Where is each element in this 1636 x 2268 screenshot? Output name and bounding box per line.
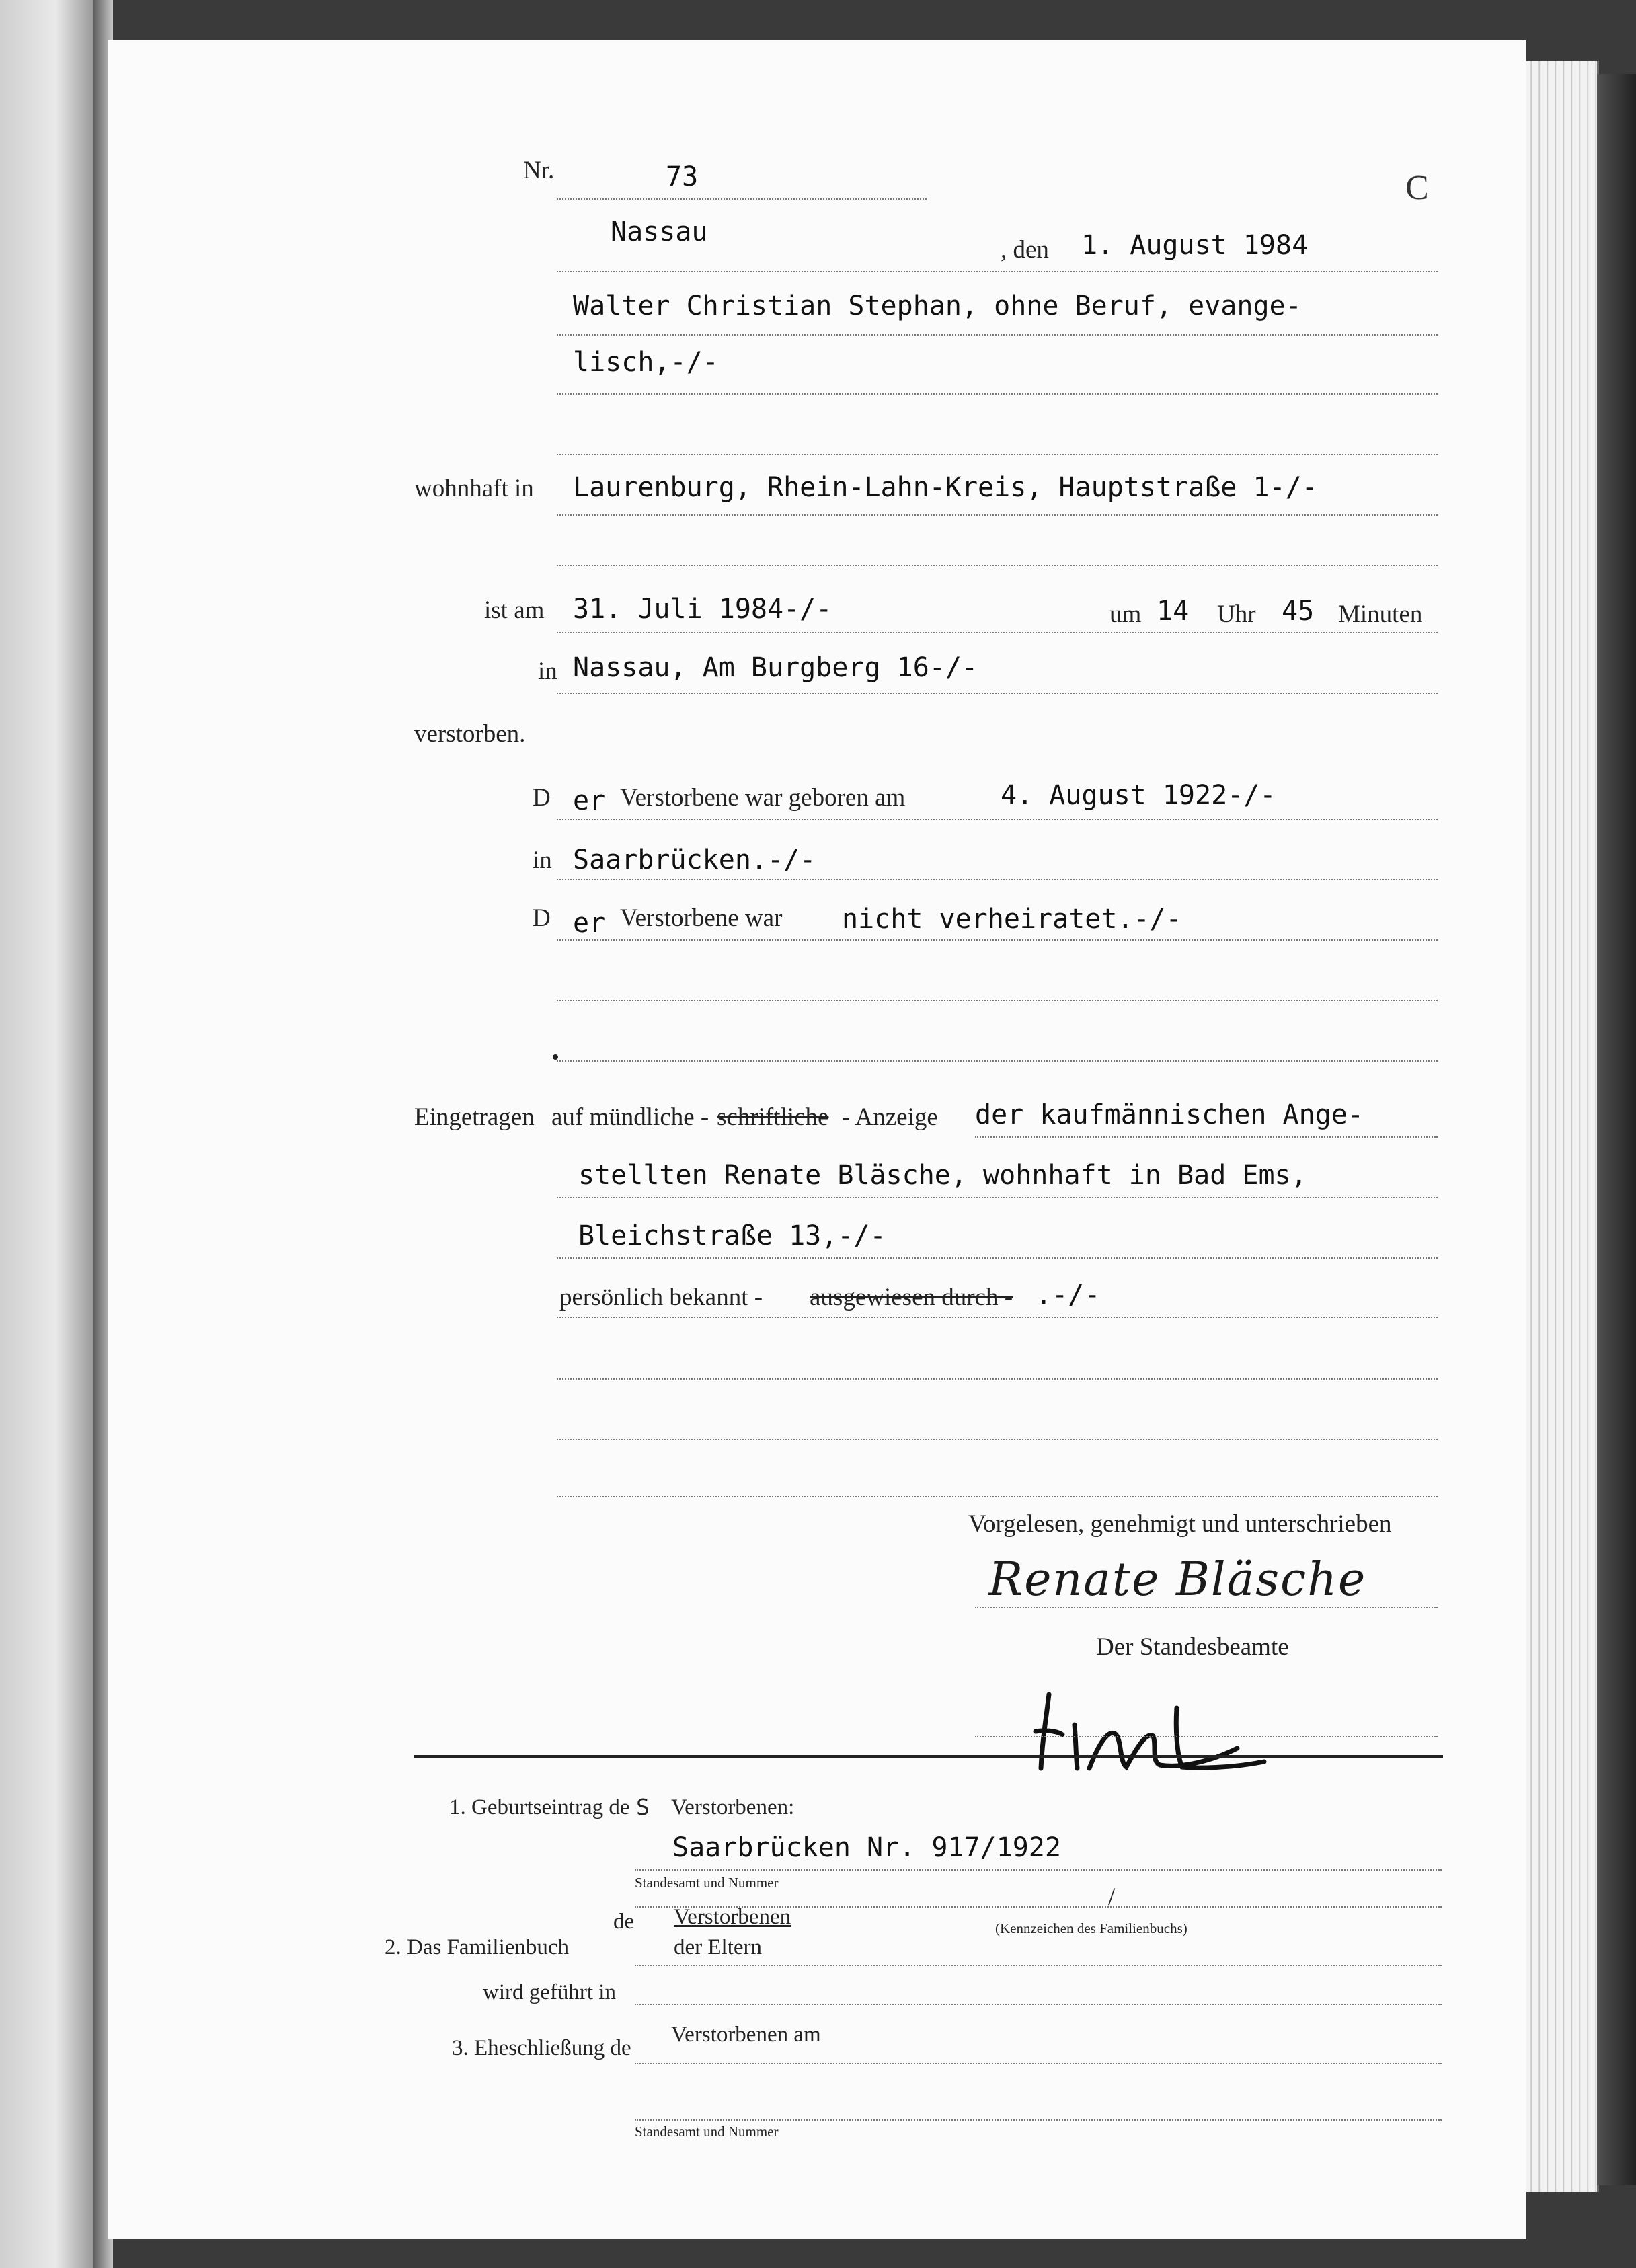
ausgewiesen-struck: ausgewiesen durch - [810, 1284, 1013, 1311]
empty-rule-3 [557, 1000, 1438, 1001]
person-line1-rule [557, 334, 1438, 336]
ink-dot [553, 1054, 558, 1060]
person-line2-rule [557, 393, 1438, 395]
empty-rule-7 [557, 1496, 1438, 1497]
residence-rule [557, 514, 1438, 516]
item2-slash: / [1108, 1883, 1116, 1911]
informant-line1-rule [975, 1136, 1438, 1138]
item3-label: 3. Eheschließung de [452, 2036, 631, 2060]
item1-caption: Standesamt und Nummer [635, 1875, 779, 1891]
eingetragen-label: Eingetragen [414, 1103, 535, 1131]
death-hour: 14 [1157, 596, 1190, 627]
der-eltern-label: der Eltern [674, 1935, 763, 1959]
empty-rule-2 [557, 565, 1438, 566]
birth-place-rule [557, 879, 1438, 880]
item1-value: Saarbrücken Nr. 917/1922 [672, 1832, 1061, 1863]
anzeige-label: - Anzeige [842, 1103, 938, 1131]
item1-s: S [636, 1794, 650, 1820]
marital-rule [557, 939, 1438, 941]
register-page [108, 40, 1526, 2239]
item2-rule-mid [635, 1965, 1442, 1966]
informant-line3: Bleichstraße 13,-/- [578, 1220, 886, 1251]
item3-caption: Standesamt und Nummer [635, 2123, 779, 2140]
empty-rule-1 [557, 454, 1438, 455]
person-line1: Walter Christian Stephan, ohne Beruf, evange- [573, 290, 1302, 321]
item2-verstorbenen: Verstorbenen [674, 1905, 791, 1929]
item2-rule-bottom [635, 2004, 1442, 2005]
item2-label: 2. Das Familienbuch [385, 1935, 570, 1959]
empty-rule-6 [557, 1439, 1438, 1440]
den-label: , den [1001, 236, 1049, 264]
schriftliche-struck: schriftliche [717, 1103, 829, 1131]
marital-war-label: Verstorbene war [620, 904, 783, 932]
bekannt-label: persönlich bekannt - [559, 1284, 763, 1311]
residence-label: wohnhaft in [414, 475, 534, 502]
date-value: 1. August 1984 [1081, 230, 1309, 261]
wird-gefuehrt-label: wird geführt in [483, 1980, 616, 2004]
place-date-line [557, 271, 1438, 272]
geboren-label: Verstorbene war geboren am [620, 784, 906, 812]
registrar-signature-rule [975, 1736, 1438, 1737]
death-in-label: in [538, 658, 557, 685]
death-minutes: 45 [1282, 596, 1315, 627]
verstorben-label: verstorben. [414, 720, 526, 748]
book-cover-edge [1597, 74, 1636, 2185]
item1-label: 1. Geburtseintrag de [449, 1795, 630, 1820]
item3-rule-bottom [635, 2119, 1442, 2121]
vorgelesen-label: Vorgelesen, genehmigt und unterschrieben [968, 1510, 1392, 1538]
left-page-edge [0, 0, 101, 2268]
item3-value: Verstorbenen am [671, 2023, 821, 2047]
death-place-rule [557, 693, 1438, 694]
birth-in-label: in [533, 847, 552, 874]
registrar-signature [1009, 1668, 1385, 1782]
muendlich-label: auf mündliche - [551, 1103, 709, 1131]
uhr-label: Uhr [1217, 600, 1256, 628]
marital-d-label: D [533, 904, 551, 932]
birth-date-rule [557, 819, 1438, 820]
birth-d-label: D [533, 784, 551, 812]
birth-date: 4. August 1922-/- [1001, 780, 1276, 811]
um-label: um [1109, 600, 1142, 628]
kennzeichen-caption: (Kennzeichen des Familienbuchs) [995, 1920, 1187, 1937]
page-edges [1516, 61, 1599, 2192]
nr-value: 73 [666, 161, 699, 192]
bekannt-rule [557, 1317, 1438, 1318]
informant-signature-rule [975, 1607, 1438, 1608]
empty-rule-5 [557, 1378, 1438, 1380]
person-line2: lisch,-/- [573, 347, 719, 378]
birth-er: er [573, 785, 606, 816]
residence-value: Laurenburg, Rhein-Lahn-Kreis, Hauptstraße 1-/- [573, 472, 1318, 503]
informant-signature: Renate Bläsche [988, 1553, 1367, 1606]
item3-rule-top [635, 2063, 1442, 2064]
death-place: Nassau, Am Burgberg 16-/- [573, 652, 978, 683]
empty-rule-4 [557, 1060, 1438, 1062]
item1-suffix: Verstorbenen: [671, 1795, 795, 1820]
marital-er: er [573, 908, 606, 939]
informant-line3-rule [557, 1257, 1438, 1259]
nr-label: Nr. [523, 157, 555, 184]
item2-de: de [613, 1910, 635, 1934]
standesbeamte-label: Der Standesbeamte [1096, 1633, 1289, 1661]
informant-line2: stellten Renate Bläsche, wohnhaft in Bad Ems, [578, 1160, 1307, 1191]
birth-place: Saarbrücken.-/- [573, 845, 816, 875]
section-separator [414, 1755, 1443, 1758]
ist-am-label: ist am [484, 596, 545, 624]
death-date: 31. Juli 1984-/- [573, 594, 832, 625]
death-date-rule [557, 632, 1438, 633]
nr-line [557, 198, 927, 200]
informant-line2-rule [557, 1197, 1438, 1198]
marital-status: nicht verheiratet.-/- [842, 904, 1182, 935]
minuten-label: Minuten [1338, 600, 1423, 628]
bekannt-tail: .-/- [1036, 1280, 1101, 1311]
item1-rule [635, 1869, 1442, 1871]
informant-line1: der kaufmännischen Ange- [975, 1099, 1364, 1130]
place-value: Nassau [611, 217, 708, 247]
corner-letter: C [1405, 169, 1429, 207]
